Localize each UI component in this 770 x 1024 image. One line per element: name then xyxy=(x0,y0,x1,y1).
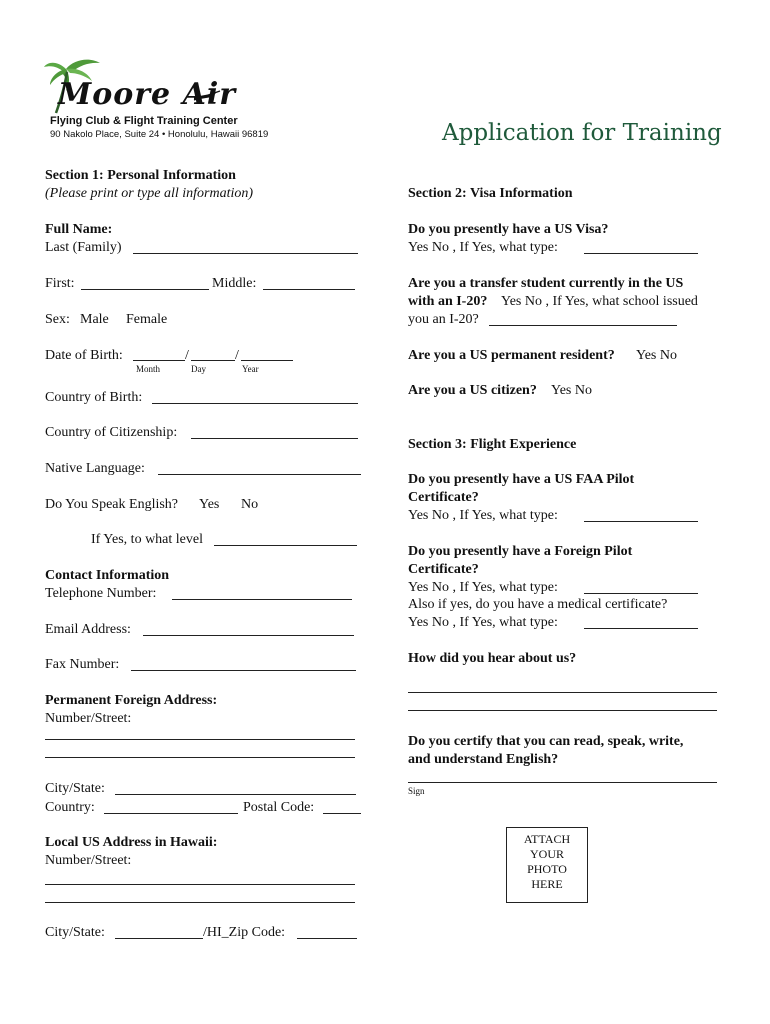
telephone-label: Telephone Number: xyxy=(45,586,157,601)
foreign-pilot-answer[interactable]: Yes No , If Yes, what type: xyxy=(408,580,558,595)
foreign-pilot-question-line-1: Do you presently have a Foreign Pilot xyxy=(408,544,633,559)
postal-code-label: Postal Code: xyxy=(243,800,315,815)
dob-year-field[interactable] xyxy=(241,360,293,361)
foreign-street-line-1[interactable] xyxy=(45,739,355,740)
email-field[interactable] xyxy=(143,635,354,636)
local-city-state-field[interactable] xyxy=(115,938,203,939)
transfer-answer[interactable]: Yes No , If Yes, what school issued xyxy=(501,294,698,309)
local-city-state-label: City/State: xyxy=(45,925,105,940)
hear-about-us-line-1[interactable] xyxy=(408,692,717,693)
foreign-country-label: Country: xyxy=(45,800,95,815)
dob-month-caption: Month xyxy=(136,364,161,374)
email-label: Email Address: xyxy=(45,622,131,637)
us-visa-type-field[interactable] xyxy=(584,253,698,254)
org-address: 90 Nakolo Place, Suite 24 • Honolulu, Hawaii 96819 xyxy=(50,129,269,140)
sex-label: Sex: xyxy=(45,312,70,327)
english-level-field[interactable] xyxy=(214,545,357,546)
fax-label: Fax Number: xyxy=(45,657,120,672)
citizen-answer[interactable]: Yes No xyxy=(551,383,592,398)
dob-day-field[interactable] xyxy=(191,360,235,361)
dob-year-caption: Year xyxy=(242,364,259,374)
faa-answer[interactable]: Yes No , If Yes, what type: xyxy=(408,508,558,523)
foreign-city-state-field[interactable] xyxy=(115,794,356,795)
transfer-school-field[interactable] xyxy=(489,325,677,326)
speak-english-yes[interactable]: Yes xyxy=(199,497,220,512)
section1-heading: Section 1: Personal Information xyxy=(45,168,236,183)
photo-box-line-1: ATTACH xyxy=(523,832,571,846)
photo-box-line-2: YOUR xyxy=(529,847,564,861)
hi-zip-field[interactable] xyxy=(297,938,357,939)
middle-name-field[interactable] xyxy=(263,289,355,290)
last-name-field[interactable] xyxy=(133,253,358,254)
medical-answer[interactable]: Yes No , If Yes, what type: xyxy=(408,615,558,630)
org-name: Flying Club & Flight Training Center xyxy=(50,115,238,127)
native-language-field[interactable] xyxy=(158,474,361,475)
page-title: Application for Training xyxy=(442,120,722,146)
local-number-street-label: Number/Street: xyxy=(45,853,132,868)
us-visa-question: Do you presently have a US Visa? xyxy=(408,222,609,237)
sign-caption: Sign xyxy=(408,786,425,796)
hear-about-us-line-2[interactable] xyxy=(408,710,717,711)
country-birth-field[interactable] xyxy=(152,403,358,404)
transfer-question-line-1: Are you a transfer student currently in the US xyxy=(408,276,684,291)
transfer-question-line-2: with an I-20? xyxy=(408,294,488,309)
faa-question-line-1: Do you presently have a US FAA Pilot xyxy=(408,472,635,487)
dob-separator-2: / xyxy=(235,348,239,363)
speak-english-no[interactable]: No xyxy=(241,497,259,512)
certify-question-line-2: and understand English? xyxy=(408,752,559,767)
english-level-label: If Yes, to what level xyxy=(91,532,203,547)
native-language-label: Native Language: xyxy=(45,461,145,476)
foreign-number-street-label: Number/Street: xyxy=(45,711,132,726)
dob-month-field[interactable] xyxy=(133,360,185,361)
sex-option-female[interactable]: Female xyxy=(126,312,168,327)
foreign-pilot-type-field[interactable] xyxy=(584,593,698,594)
dob-separator-1: / xyxy=(185,348,189,363)
local-street-line-1[interactable] xyxy=(45,884,355,885)
permanent-resident-question: Are you a US permanent resident? xyxy=(408,348,615,363)
photo-box-line-4: HERE xyxy=(531,877,563,891)
last-name-label: Last (Family) xyxy=(45,240,122,255)
logo-wordmark: Moore Air xyxy=(58,77,237,112)
first-name-field[interactable] xyxy=(81,289,209,290)
medical-type-field[interactable] xyxy=(584,628,698,629)
section1-note: (Please print or type all information) xyxy=(45,186,254,201)
speak-english-label: Do You Speak English? xyxy=(45,497,179,512)
dob-label: Date of Birth: xyxy=(45,348,123,363)
section2-heading: Section 2: Visa Information xyxy=(408,186,573,201)
country-citizenship-field[interactable] xyxy=(191,438,358,439)
local-street-line-2[interactable] xyxy=(45,902,355,903)
section3-heading: Section 3: Flight Experience xyxy=(408,437,577,452)
us-visa-answer[interactable]: Yes No , If Yes, what type: xyxy=(408,240,558,255)
medical-question: Also if yes, do you have a medical certificate? xyxy=(408,597,668,612)
postal-code-field[interactable] xyxy=(323,813,361,814)
middle-name-label: Middle: xyxy=(212,276,257,291)
fax-field[interactable] xyxy=(131,670,356,671)
first-name-label: First: xyxy=(45,276,75,291)
moore-air-logo xyxy=(44,55,269,140)
contact-heading: Contact Information xyxy=(45,568,170,583)
telephone-field[interactable] xyxy=(172,599,352,600)
transfer-question-line-3: you an I-20? xyxy=(408,312,479,327)
country-birth-label: Country of Birth: xyxy=(45,390,143,405)
hi-zip-label: /HI_Zip Code: xyxy=(203,925,286,940)
citizen-question: Are you a US citizen? xyxy=(408,383,537,398)
country-citizenship-label: Country of Citizenship: xyxy=(45,425,178,440)
faa-type-field[interactable] xyxy=(584,521,698,522)
foreign-address-heading: Permanent Foreign Address: xyxy=(45,693,218,708)
dob-day-caption: Day xyxy=(191,364,206,374)
foreign-city-state-label: City/State: xyxy=(45,781,105,796)
certify-question-line-1: Do you certify that you can read, speak, write, xyxy=(408,734,684,749)
hear-about-us-question: How did you hear about us? xyxy=(408,651,577,666)
permanent-resident-answer[interactable]: Yes No xyxy=(636,348,677,363)
local-address-heading: Local US Address in Hawaii: xyxy=(45,835,218,850)
photo-box-line-3: PHOTO xyxy=(527,862,567,876)
foreign-pilot-question-line-2: Certificate? xyxy=(408,562,479,577)
signature-line[interactable] xyxy=(408,782,717,783)
sex-option-male[interactable]: Male xyxy=(80,312,109,327)
foreign-country-field[interactable] xyxy=(104,813,238,814)
faa-question-line-2: Certificate? xyxy=(408,490,479,505)
foreign-street-line-2[interactable] xyxy=(45,757,355,758)
attach-photo-box[interactable] xyxy=(506,827,588,903)
full-name-label: Full Name: xyxy=(45,222,113,237)
